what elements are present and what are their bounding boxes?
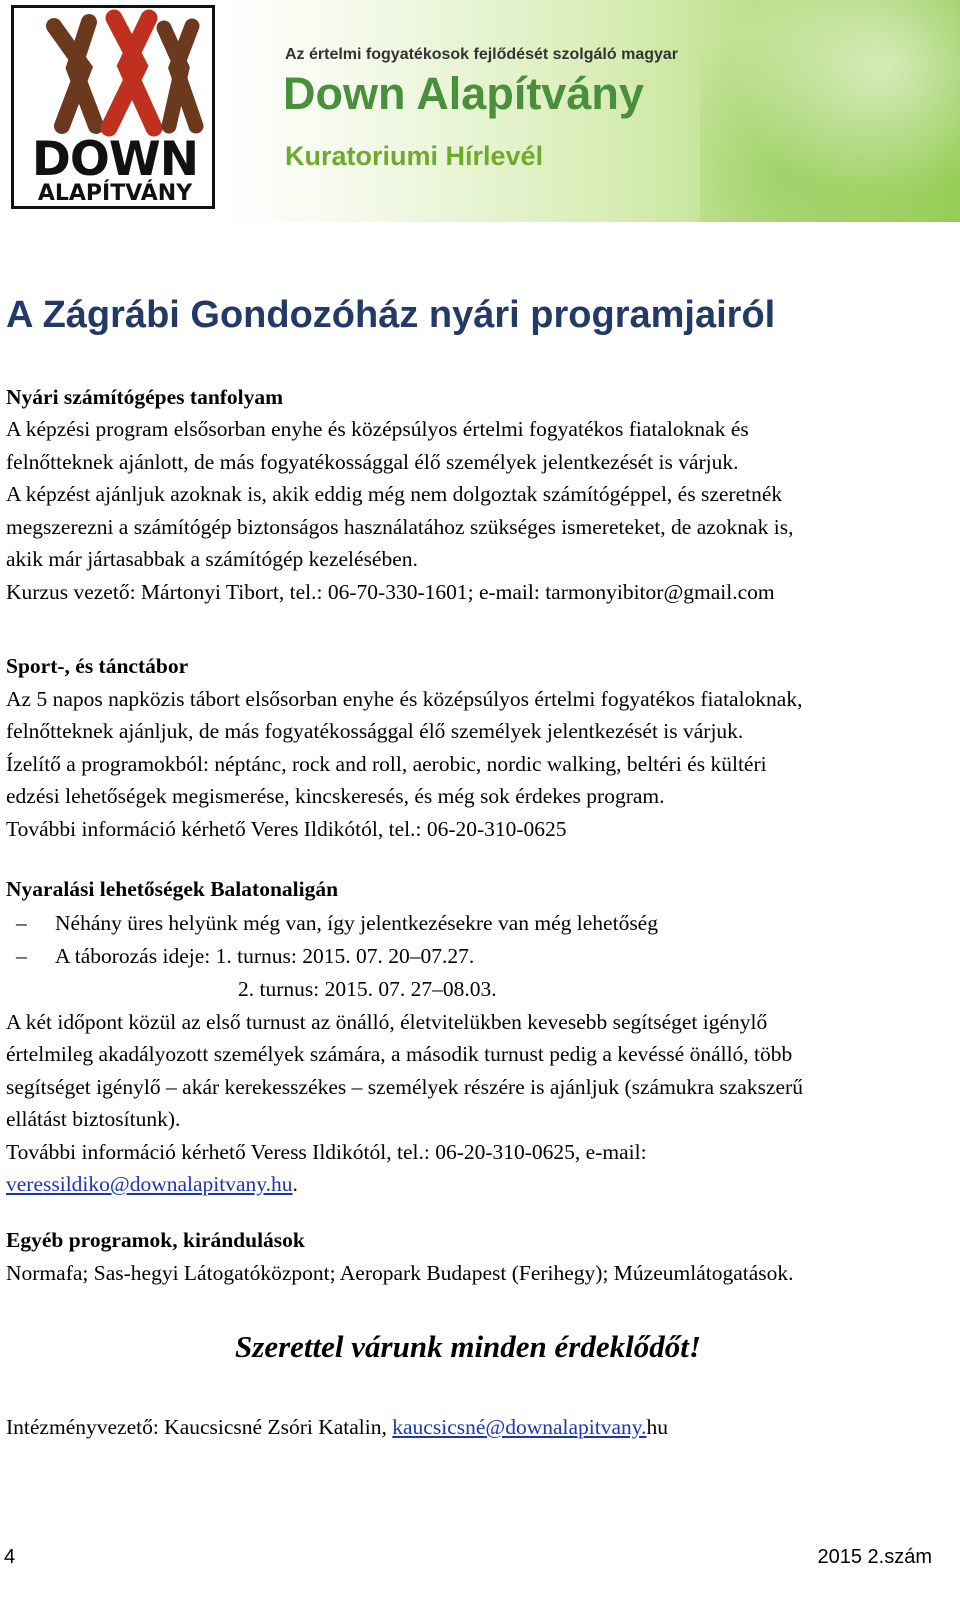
paragraph-line: A képzést ajánljuk azoknak is, akik eddig még nem dolgoztak számítógéppel, és szeretnék	[6, 482, 783, 506]
camp-contact-line: További információ kérhető Veres Ildikótól, tel.: 06-20-310-0625	[6, 817, 567, 841]
bullet-item: Néhány üres helyünk még van, így jelentkezésekre van még lehetőség	[55, 911, 658, 935]
paragraph-line: felnőtteknek ajánljuk, de más fogyatékossággal élő személyek jelentkezését is várjuk.	[6, 719, 744, 743]
director-email-link[interactable]: kaucsicsné@downalapitvany.	[392, 1415, 647, 1439]
paragraph-line: edzési lehetőségek megismerése, kincskeresés, és még sok érdekes program.	[6, 784, 665, 808]
banner-subtitle: Az értelmi fogyatékosok fejlődését szolgáló magyar	[285, 46, 679, 63]
director-email-tail: hu	[646, 1415, 668, 1439]
section-heading-holiday: Nyaralási lehetőségek Balatonaligán	[6, 877, 339, 901]
newsletter-header	[0, 0, 960, 222]
bullet-dash: –	[16, 911, 27, 935]
paragraph-line: Ízelítő a programokból: néptánc, rock and roll, aerobic, nordic walking, beltéri és kültéri	[6, 752, 767, 776]
closing-invitation: Szerettel várunk minden érdeklődőt!	[235, 1329, 701, 1364]
paragraph-line: akik már jártasabbak a számítógép kezelésében.	[6, 547, 418, 571]
email-period: .	[292, 1172, 298, 1196]
director-contact-line	[6, 1411, 668, 1444]
issue-label: 2015 2.szám	[817, 1546, 932, 1568]
holiday-email-link[interactable]: veressildiko@downalapitvany.hu	[6, 1172, 293, 1196]
header-banner	[222, 0, 960, 222]
paragraph-line: értelmileg akadályozott személyek számára, a második turnust pedig a kevéssé önálló, több	[6, 1042, 793, 1066]
section-heading-computer-course: Nyári számítógépes tanfolyam	[6, 385, 284, 409]
page-title: A Zágrábi Gondozóház nyári programjairól	[6, 294, 776, 336]
paragraph-line: ellátást biztosítunk).	[6, 1107, 181, 1131]
paragraph-line: megszerezni a számítógép biztonságos használatához szükséges ismereteket, de azoknak is,	[6, 515, 794, 539]
course-contact-line: Kurzus vezető: Mártonyi Tibort, tel.: 06-70-330-1601; e-mail: tarmonyibitor@gmail.com	[6, 580, 775, 604]
paragraph-line: segítséget igénylő – akár kerekesszékes – személyek részére is ajánljuk (számukra szakszerű	[6, 1075, 803, 1099]
paragraph-line: A képzési program elsősorban enyhe és középsúlyos értelmi fogyatékos fiataloknak és	[6, 417, 749, 441]
paragraph-line: Az 5 napos napközis tábort elsősorban enyhe és középsúlyos értelmi fogyatékos fiataloknak,	[6, 687, 803, 711]
logo-text-alapitvany: ALAPÍTVÁNY	[37, 181, 193, 206]
down-alapitvany-logo	[11, 5, 215, 209]
bullet-item: A táborozás ideje: 1. turnus: 2015. 07. 20–07.27.	[55, 944, 475, 968]
director-name: Intézményvezető: Kaucsicsné Zsóri Katalin,	[6, 1415, 393, 1439]
page-number: 4	[4, 1546, 16, 1568]
banner-org-name: Down Alapítvány	[283, 68, 644, 119]
section-heading-sport-camp: Sport-, és tánctábor	[6, 654, 189, 678]
other-programs-line: Normafa; Sas-hegyi Látogatóközpont; Aeropark Budapest (Ferihegy); Múzeumlátogatások.	[6, 1261, 794, 1285]
section-heading-other-programs: Egyéb programok, kirándulások	[6, 1228, 305, 1252]
holiday-email-line	[6, 1168, 298, 1201]
chromosome-logo-icon	[14, 8, 214, 138]
logo-text-down: DOWN	[31, 132, 199, 187]
turnus-2-line: 2. turnus: 2015. 07. 27–08.03.	[238, 977, 497, 1001]
banner-newsletter-name: Kuratoriumi Hírlevél	[285, 141, 544, 171]
holiday-contact-line: További információ kérhető Veress Ildikótól, tel.: 06-20-310-0625, e-mail:	[6, 1140, 647, 1164]
paragraph-line: A két időpont közül az első turnust az önálló, életvitelükben kevesebb segítséget igénylő	[6, 1010, 768, 1034]
paragraph-line: felnőtteknek ajánlott, de más fogyatékossággal élő személyek jelentkezését is várjuk.	[6, 450, 739, 474]
bullet-dash: –	[16, 944, 27, 968]
